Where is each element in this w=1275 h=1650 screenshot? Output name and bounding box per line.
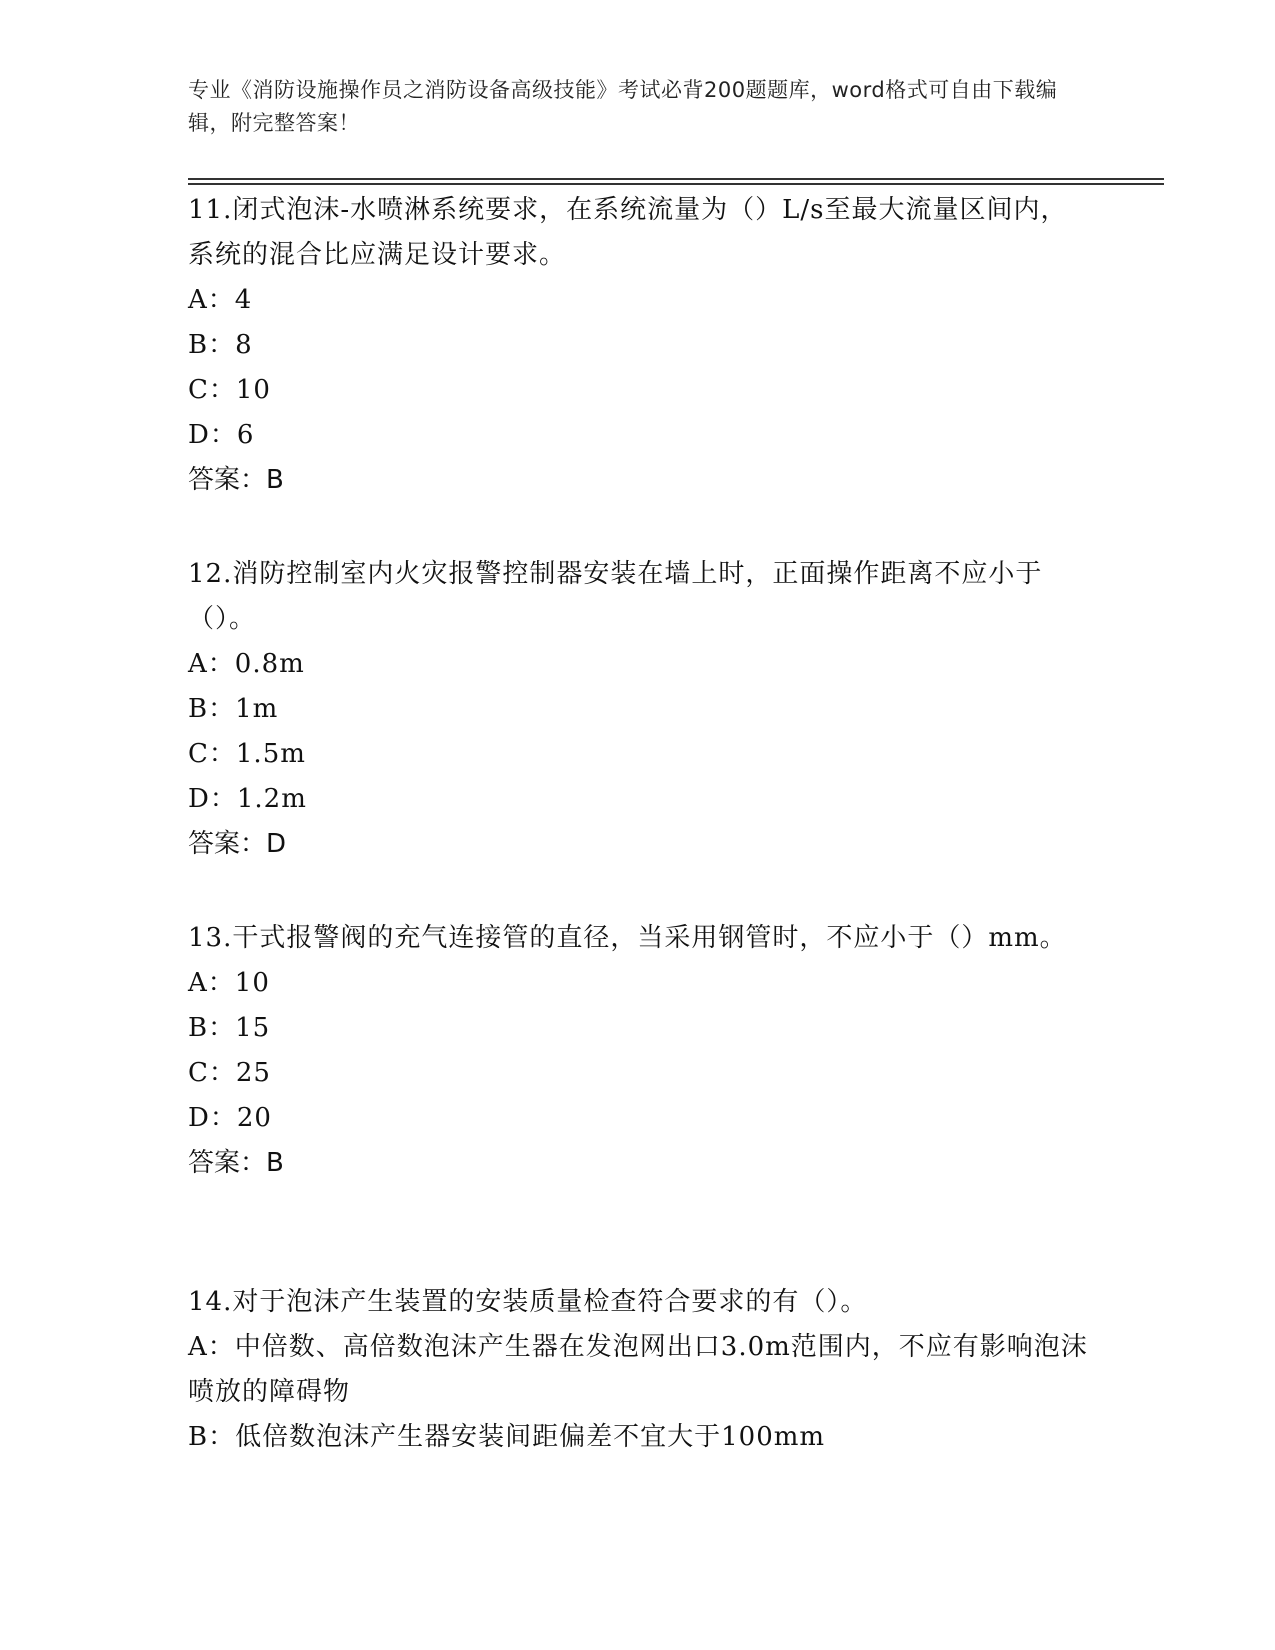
question-14 [188, 1280, 1088, 1460]
answer-label: 答案：D [188, 829, 287, 859]
question-12 [188, 552, 1088, 867]
option-a: A：4 [188, 285, 253, 315]
document-header: 专业《消防设施操作员之消防设备高级技能》考试必背200题题库，word格式可自由下载编辑，附完整答案！ [188, 78, 1058, 135]
option-b: B：1m [188, 694, 279, 724]
question-stem: 13.干式报警阀的充气连接管的直径，当采用钢管时，不应小于（）mm。 [188, 923, 1067, 953]
option-a: A：10 [188, 968, 270, 998]
option-d: D：1.2m [188, 784, 307, 814]
question-13 [188, 916, 1088, 1186]
option-c: C：10 [188, 375, 271, 405]
question-stem: 11.闭式泡沫-水喷淋系统要求，在系统流量为（）L/s至最大流量区间内，系统的混合比应满足设计要求。 [188, 195, 1068, 270]
question-11 [188, 188, 1088, 503]
answer-label: 答案：B [188, 1148, 284, 1178]
answer-label: 答案：B [188, 465, 284, 495]
header-divider-bottom [188, 183, 1164, 185]
question-stem: 14.对于泡沫产生装置的安装质量检查符合要求的有（）。 [188, 1287, 868, 1317]
option-c: C：1.5m [188, 739, 306, 769]
question-stem: 12.消防控制室内火灾报警控制器安装在墙上时，正面操作距离不应小于（）。 [188, 559, 1043, 634]
option-d: D：20 [188, 1103, 272, 1133]
header-divider-top [188, 178, 1164, 180]
option-a: A：0.8m [188, 649, 305, 679]
option-b: B：15 [188, 1013, 271, 1043]
option-d: D：6 [188, 420, 255, 450]
option-a: A：中倍数、高倍数泡沫产生器在发泡网出口3.0m范围内，不应有影响泡沫喷放的障碍物 [188, 1332, 1088, 1407]
option-b: B：8 [188, 330, 253, 360]
option-c: C：25 [188, 1058, 271, 1088]
option-b: B：低倍数泡沫产生器安装间距偏差不宜大于100mm [188, 1422, 826, 1452]
